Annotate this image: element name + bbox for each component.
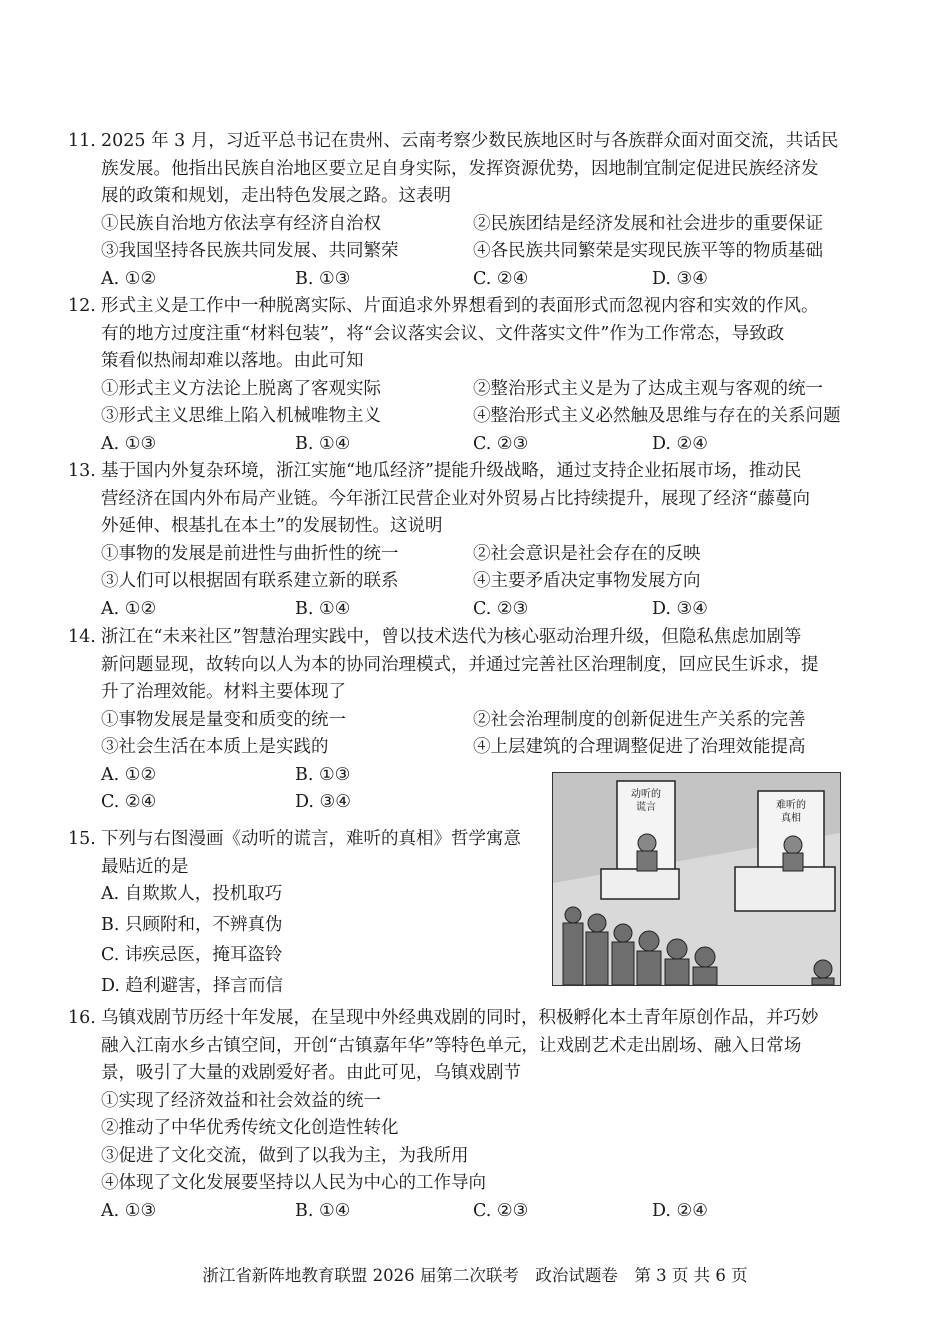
stem-line: 展的政策和规划，走出特色发展之路。这表明 [101,186,451,206]
stem-line: 营经济在国内外布局产业链。今年浙江民营企业对外贸易占比持续提升，展现了经济“藤蔓向 [101,488,810,509]
choice-a[interactable]: A. ①③ [101,1200,157,1221]
question-stem [101,624,848,707]
question-number: 15. [68,829,96,849]
choice-b[interactable]: B. ①③ [295,268,351,289]
page-footer: 浙江省新阵地教育联盟 2026 届第二次联考 政治试题卷 第 3 页 共 6 页 [202,1266,748,1285]
choice-b[interactable]: B. 只顾附和，不辨真伪 [101,914,283,935]
choice-a[interactable]: A. ①③ [101,433,157,454]
stem-line: 乌镇戏剧节历经十年发展，在呈现中外经典戏剧的同时，积极孵化本土青年原创作品，并巧妙 [101,1008,819,1028]
question-number: 12. [68,296,96,316]
choice-b[interactable]: B. ①③ [295,764,351,785]
question-number: 14. [68,627,96,647]
statement-2: ②民族团结是经济发展和社会进步的重要保证 [473,213,823,234]
statement-3: ③我国坚持各民族共同发展、共同繁荣 [101,241,399,261]
right-sign-line-2: 真相 [781,813,801,824]
stem-line: 新问题显现，故转向以人为本的协同治理模式，并通过完善社区治理制度，回应民生诉求，提 [101,654,819,675]
statement-row [101,541,848,569]
choice-d[interactable]: D. ③④ [295,792,351,812]
right-sign-line-1: 难听的 [776,800,806,811]
stem-line: 最贴近的是 [101,856,189,877]
choice-b[interactable]: B. ①④ [295,1200,351,1221]
choice-d[interactable]: D. ③④ [652,268,708,289]
choice-a[interactable]: A. ①② [101,268,157,289]
choice-b[interactable]: B. ①④ [295,433,351,454]
choice-c[interactable]: C. ②④ [473,268,529,289]
question-stem [101,1005,848,1088]
stem-line: 融入江南水乡古镇空间，开创“古镇嘉年华”等特色单元，让戏剧艺术走出剧场、融入日常场 [101,1035,802,1056]
statement-row [101,403,848,431]
choice-c[interactable]: C. 讳疾忌医，掩耳盗铃 [101,945,283,965]
statement-row [101,568,848,596]
stem-line: 族发展。他指出民族自治地区要立足自身实际，发挥资源优势，因地制宜制定促进民族经济发 [101,158,819,179]
stem-line: 基于国内外复杂环境，浙江实施“地瓜经济”提能升级战略，通过支持企业拓展市场，推动民 [101,461,802,481]
stem-line: 景，吸引了大量的戏剧爱好者。由此可见，乌镇戏剧节 [101,1063,521,1083]
choice-b[interactable]: B. ①④ [295,598,351,619]
statement-4: ④整治形式主义必然触及思维与存在的关系问题 [473,406,841,426]
question-12 [68,293,848,458]
choice-row [101,1198,848,1226]
statement-2: ②社会治理制度的创新促进生产关系的完善 [473,709,806,730]
question-stem [101,293,848,376]
statement-3: ③促进了文化交流，做到了以我为主，为我所用 [101,1145,469,1166]
statement-4: ④体现了文化发展要坚持以人民为中心的工作导向 [101,1173,486,1193]
question-stem [101,458,848,541]
choice-d[interactable]: D. 趋利避害，择言而信 [101,975,284,996]
choice-d[interactable]: D. ②④ [652,1200,708,1221]
statement-2: ②推动了中华优秀传统文化创造性转化 [101,1118,399,1138]
choice-c[interactable]: C. ②③ [473,433,529,454]
left-sign-line-2: 谎言 [636,802,656,813]
statement-3: ③形式主义思维上陷入机械唯物主义 [101,406,381,426]
statement-4: ④上层建筑的合理调整促进了治理效能提高 [473,737,806,757]
question-stem [101,826,538,881]
choice-a[interactable]: A. ①② [101,598,157,619]
stem-line: 2025 年 3 月，习近平总书记在贵州、云南考察少数民族地区时与各族群众面对面交流，共话民 [101,131,839,151]
statement-row [101,238,848,266]
statement-2: ②整治形式主义是为了达成主观与客观的统一 [473,378,823,399]
stem-line: 外延伸、根基扎在本土”的发展韧性。这说明 [101,516,443,536]
statement-4: ④主要矛盾决定事物发展方向 [473,571,701,591]
statement-4: ④各民族共同繁荣是实现民族平等的物质基础 [473,241,823,261]
choice-d[interactable]: D. ③④ [652,598,708,619]
statement-1: ①事物的发展是前进性与曲折性的统一 [101,543,399,564]
question-number: 16. [68,1008,96,1028]
stem-line: 升了治理效能。材料主要体现了 [101,682,346,702]
statement-3: ③社会生活在本质上是实践的 [101,737,329,757]
statement-1: ①民族自治地方依法享有经济自治权 [101,213,381,234]
stem-line: 有的地方过度注重“材料包装”，将“会议落实会议、文件落实文件”作为工作常态，导致政 [101,323,785,344]
question-number: 11. [68,131,96,151]
choice-c[interactable]: C. ②④ [101,792,157,812]
stem-line: 下列与右图漫画《动听的谎言，难听的真相》哲学寓意 [101,829,521,849]
statement-row [101,211,848,239]
statement-2: ②社会意识是社会存在的反映 [473,543,701,564]
choice-d[interactable]: D. ②④ [652,433,708,454]
statement-1: ①事物发展是量变和质变的统一 [101,709,346,730]
stem-line: 形式主义是工作中一种脱离实际、片面追求外界想看到的表面形式而忽视内容和实效的作风。 [101,296,819,316]
question-15 [68,826,538,1003]
statement-row [101,734,848,762]
choice-c[interactable]: C. ②③ [473,1200,529,1221]
choice-a[interactable]: A. ①② [101,764,157,785]
choice-c[interactable]: C. ②③ [473,598,529,619]
stem-line: 策看似热闹却难以落地。由此可知 [101,351,364,371]
choice-row [101,266,848,294]
question-13 [68,458,848,623]
statement-3: ③人们可以根据固有联系建立新的联系 [101,571,399,591]
stem-line: 浙江在“未来社区”智慧治理实践中，曾以技术迭代为核心驱动治理升级，但隐私焦虑加剧等 [101,627,802,647]
statement-1: ①形式主义方法论上脱离了客观实际 [101,378,381,399]
statement-1: ①实现了经济效益和社会效益的统一 [101,1090,381,1111]
cartoon-illustration [552,772,841,986]
question-11 [68,128,848,293]
choice-row [101,596,848,624]
statement-row [101,707,848,735]
left-sign-line-1: 动听的 [631,789,661,800]
question-stem [101,128,848,211]
statement-row [101,376,848,404]
question-number: 13. [68,461,96,481]
question-16 [68,1005,848,1225]
choice-a[interactable]: A. 自欺欺人，投机取巧 [101,884,283,904]
choice-row [101,431,848,459]
